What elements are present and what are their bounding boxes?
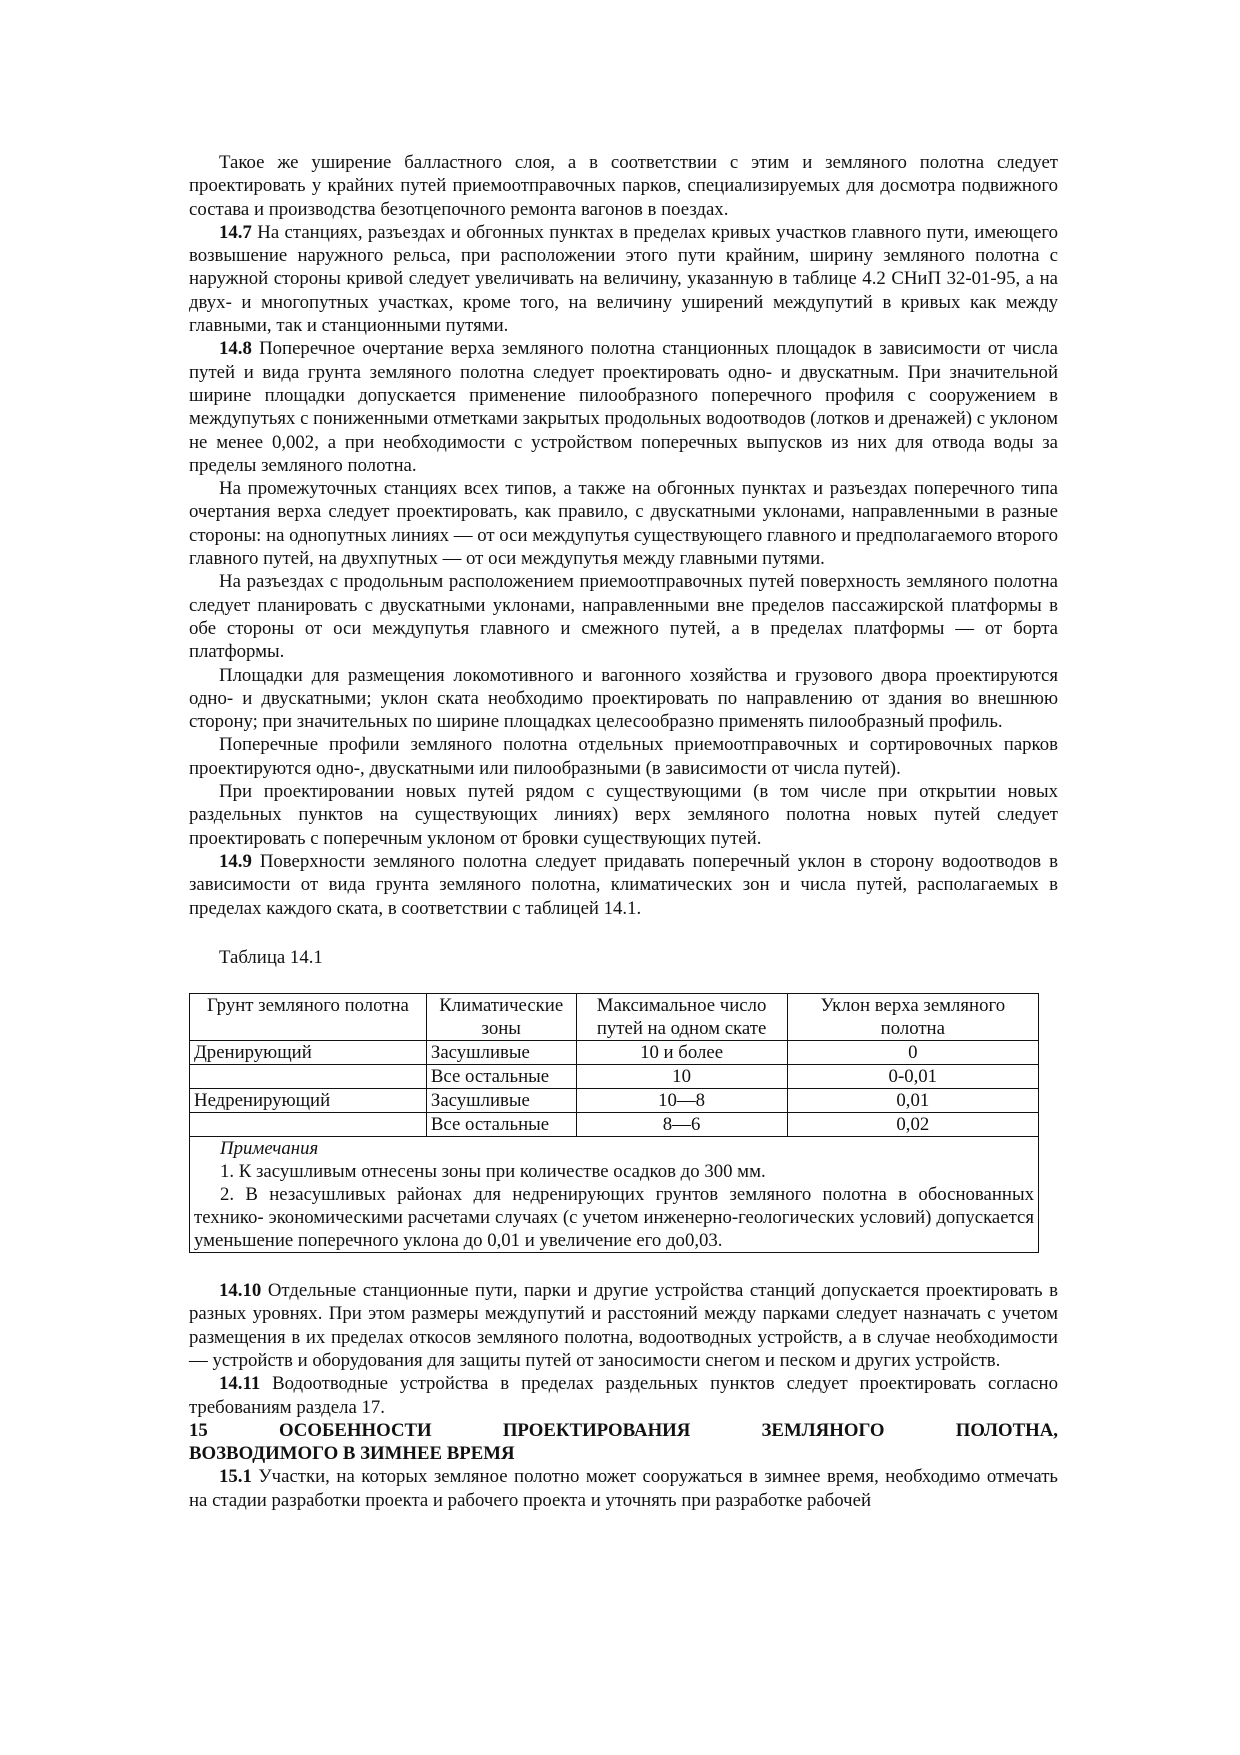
paragraph: Поперечные профили земляного полотна отдельных приемоотправочных и сортировочных парков проектируются одно-, двускатными или пилообразными (в зависимости от числа путей). <box>189 734 1058 779</box>
table-header-row <box>190 994 1039 1041</box>
table-row <box>190 1065 1039 1089</box>
table-header-cell: Грунт земляного полотна <box>190 994 427 1041</box>
paragraph: При проектировании новых путей рядом с существующими (в том числе при открытии новых раздельных пунктов на существующих линиях) верх земляного полотна новых путей следует проектировать с поперечным уклоном от бровки существующих путей. <box>189 781 1058 849</box>
table-cell-slope: 0 <box>787 1041 1038 1065</box>
document-page <box>189 151 1058 1512</box>
table-cell-soil: Дренирующий <box>190 1041 427 1065</box>
table-cell-slope: 0,01 <box>787 1089 1038 1113</box>
paragraph-14-7: 14.7 На станциях, разъездах и обгонных пунктах в пределах кривых участков главного пути, имеющего возвышение наружного рельса, при расположении этого пути крайним, ширину земляного полотна с наружной стороны кривой следует увеличивать на величину, указанную в таблице 4.2 СНиП 32-01-95, а на двух- и многопутных участках, кроме того, на величину уширений междупутий в кривых как между главными, так и станционными путями. <box>189 221 1058 337</box>
table-cell-zone: Все остальные <box>426 1113 576 1137</box>
table-cell-soil <box>190 1065 427 1089</box>
table-cell-slope: 0-0,01 <box>787 1065 1038 1089</box>
paragraph-14-11: 14.11 Водоотводные устройства в пределах раздельных пунктов следует проектировать согласно требованиям раздела 17. <box>189 1373 1058 1418</box>
paragraph: Такое же уширение балластного слоя, а в соответствии с этим и земляного полотна следует проектировать у крайних путей приемоотправочных парков, специализируемых для досмотра подвижного состава и производства безотцепочного ремонта вагонов в поездах. <box>189 152 1058 220</box>
table-notes <box>190 1137 1039 1253</box>
table-cell-soil <box>190 1113 427 1137</box>
section-heading-line: ВОЗВОДИМОГО В ЗИМНЕЕ ВРЕМЯ <box>189 1443 515 1465</box>
table-header-cell: Климатические зоны <box>426 994 576 1041</box>
paragraph-14-9: 14.9 Поверхности земляного полотна следует придавать поперечный уклон в сторону водоотводов в зависимости от вида грунта земляного полотна, климатических зон и числа путей, располагаемых в пределах каждого ската, в соответствии с таблицей 14.1. <box>189 850 1058 919</box>
table-notes-row <box>190 1137 1039 1253</box>
table-cell-tracks: 10—8 <box>576 1089 787 1113</box>
paragraph: Площадки для размещения локомотивного и вагонного хозяйства и грузового двора проектируются одно- и двускатными; уклон ската необходимо проектировать по направлению от здания во внешнюю сторону; при значительных по ширине площадках целесообразно применять пилообразный профиль. <box>189 664 1058 733</box>
paragraph: На промежуточных станциях всех типов, а также на обгонных пунктах и разъездах поперечного типа очертания верха следует проектировать, как правило, с двускатными уклонами, направленными в разные стороны: на однопутных линиях — от оси междупутья существующего главного и предполагаемого второго главного путей, на двухпутных — от оси междупутья между главными путями. <box>189 478 1058 570</box>
slope-table <box>189 993 1039 1253</box>
table-caption: Таблица 14.1 <box>219 946 323 968</box>
table-cell-tracks: 10 <box>576 1065 787 1089</box>
table-row <box>190 1041 1039 1065</box>
table-cell-tracks: 8—6 <box>576 1113 787 1137</box>
table-row <box>190 1089 1039 1113</box>
table-cell-zone: Все остальные <box>426 1065 576 1089</box>
notes-title: Примечания <box>220 1138 319 1160</box>
paragraph-14-8: 14.8 Поперечное очертание верха земляного полотна станционных площадок в зависимости от числа путей и вида грунта земляного полотна следует проектировать одно- и двускатным. При значительной ширине площадки допускается применение пилообразного поперечного профиля с сооружением в междупутьях с пониженными отметками закрытых продольных водоотводов (лотков и дренажей) с уклоном не менее 0,002, а при необходимости с устройством поперечных выпусков из них для отвода воды за пределы земляного полотна. <box>189 338 1058 476</box>
table-cell-slope: 0,02 <box>787 1113 1038 1137</box>
paragraph: На разъездах с продольным расположением приемоотправочных путей поверхность земляного полотна следует планировать с двускатными уклонами, направленными вне пределов пассажирской платформы в обе стороны от оси междупутья главного и смежного путей, а в пределах платформы — от борта платформы. <box>189 571 1058 663</box>
table-cell-zone: Засушливые <box>426 1089 576 1113</box>
section-heading <box>189 1419 1058 1466</box>
section-heading-line: 15 ОСОБЕННОСТИ ПРОЕКТИРОВАНИЯ ЗЕМЛЯНОГО ПОЛОТНА, <box>189 1419 1058 1441</box>
table-row <box>190 1113 1039 1137</box>
table-cell-zone: Засушливые <box>426 1041 576 1065</box>
table-header-cell: Уклон верха земляного полотна <box>787 994 1038 1041</box>
note-item: 1. К засушливым отнесены зоны при количестве осадков до 300 мм. <box>220 1161 766 1183</box>
table-cell-soil: Недренирующий <box>190 1089 427 1113</box>
paragraph-14-10: 14.10 Отдельные станционные пути, парки и другие устройства станций допускается проектировать в разных уровнях. При этом размеры междупутий и расстояний между парками следует назначать с учетом размещения в их пределах откосов земляного полотна, водоотводных устройств, а в случае необходимости — устройств и оборудования для защиты путей от заносимости снегом и песком и других устройств. <box>189 1280 1058 1371</box>
note-item: 2. В незасушливых районах для недренирующих грунтов земляного полотна в обоснованных технико- экономическими расчетами случаях (с учетом инженерно-геологических условий) допускается уменьшение поперечного уклона до 0,01 и увеличение его до0,03. <box>194 1184 1034 1252</box>
paragraph-15-1: 15.1 Участки, на которых земляное полотно может сооружаться в зимнее время, необходимо отмечать на стадии разработки проекта и рабочего проекта и уточнять при разработке рабочей <box>189 1466 1058 1511</box>
table-cell-tracks: 10 и более <box>576 1041 787 1065</box>
table-header-cell: Максимальное число путей на одном скате <box>576 994 787 1041</box>
